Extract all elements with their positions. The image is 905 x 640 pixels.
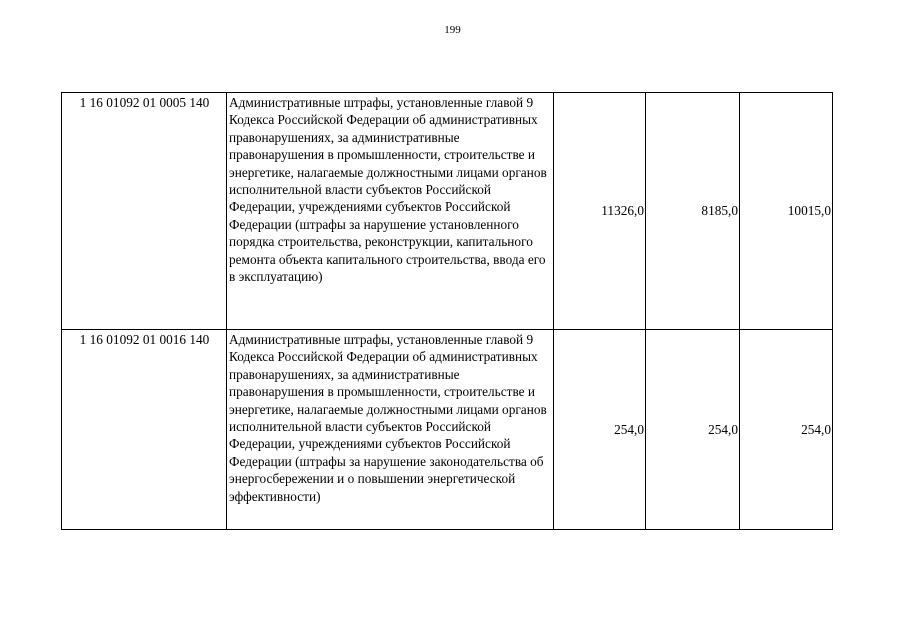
- table-row: [62, 93, 833, 330]
- page-number: 199: [444, 24, 461, 36]
- amount-cell-2: 254,0: [646, 330, 740, 530]
- amount-cell-1: 11326,0: [554, 93, 646, 330]
- amount-cell-3: 10015,0: [740, 93, 833, 330]
- budget-code-cell: 1 16 01092 01 0016 140: [62, 330, 227, 530]
- budget-code-cell: 1 16 01092 01 0005 140: [62, 93, 227, 330]
- amount-cell-3: 254,0: [740, 330, 833, 530]
- amount-cell-2: 8185,0: [646, 93, 740, 330]
- description-cell: Административные штрафы, установленные главой 9 Кодекса Российской Федерации об административных правонарушениях, за административные правонарушения в промышленности, строительстве и энергетике, налагаемые должностными лицами органов исполнительной власти субъектов Российской Федерации, учреждениями субъектов Российской Федерации (штрафы за нарушение установленного порядка строительства, реконструкции, капитального ремонта объекта капитального строительства, ввода его в эксплуатацию): [227, 93, 554, 330]
- description-cell: Административные штрафы, установленные главой 9 Кодекса Российской Федерации об административных правонарушениях, за административные правонарушения в промышленности, строительстве и энергетике, налагаемые должностными лицами органов исполнительной власти субъектов Российской Федерации, учреждениями субъектов Российской Федерации (штрафы за нарушение законодательства об энергосбережении и о повышении энергетической эффективности): [227, 330, 554, 530]
- table-row: [62, 330, 833, 530]
- budget-table: [61, 92, 833, 530]
- amount-cell-1: 254,0: [554, 330, 646, 530]
